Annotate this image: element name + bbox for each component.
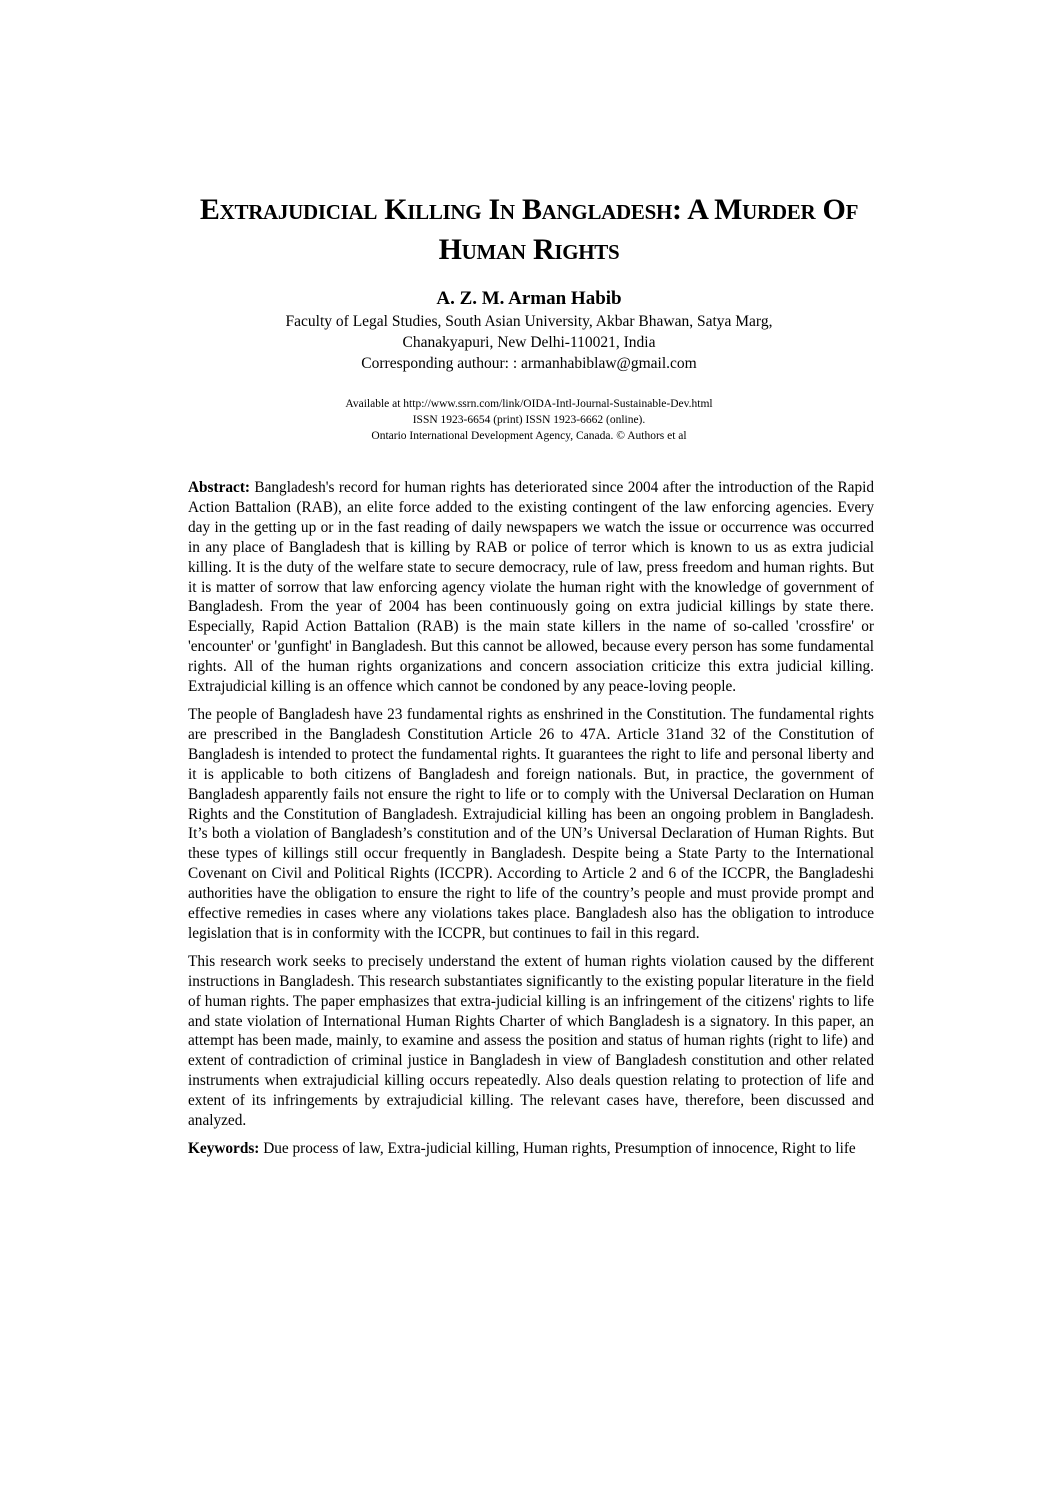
abstract-paragraph-3: This research work seeks to precisely understand the extent of human rights violation caused by the different instructions in Bangladesh. This research substantiates significantly to the existing popular literature in the field of human rights. The paper emphasizes that extra-judicial killing is an infringement of the citizens' rights to life and state violation of International Human Rights Charter of which Bangladesh is a signatory. In this paper, an attempt has been made, mainly, to examine and assess the position and status of human rights (right to life) and extent of contradiction of criminal justice in Bangladesh in view of Bangladesh constitution and other related instruments when extrajudicial killing occurs repeatedly. Also deals question relating to protection of life and extent of its infringements by extrajudicial killing. The relevant cases have, therefore, been discussed and analyzed. — [188, 952, 874, 1130]
issn-line: ISSN 1923-6654 (print) ISSN 1923-6662 (online). — [412, 414, 646, 426]
paper-title — [120, 190, 938, 270]
abstract-paragraph-2: The people of Bangladesh have 23 fundamental rights as enshrined in the Constitution. The fundamental rights are prescribed in the Bangladesh Constitution Article 26 to 47A. Article 31and 32 of the Constitution of Bangladesh is intended to protect the fundamental rights. It guarantees the right to life and personal liberty and it is applicable to both citizens of Bangladesh and foreign nationals. But, in practice, the government of Bangladesh apparently fails not ensure the right to life or to comply with the Universal Declaration on Human Rights and the Constitution of Bangladesh. Extrajudicial killing has been an ongoing problem in Bangladesh. It’s both a violation of Bangladesh’s constitution and of the UN’s Universal Declaration of Human Rights. But these types of killings still occur frequently in Bangladesh. Despite being a State Party to the International Covenant on Civil and Political Rights (ICCPR). According to Article 2 and 6 of the ICCPR, the Bangladeshi authorities have the obligation to ensure the right to life of the country’s people and must provide prompt and effective remedies in cases where any violations takes place. Bangladesh also has the obligation to introduce legislation that is in conformity with the ICCPR, but continues to fail in this regard. — [188, 705, 874, 942]
author-name: A. Z. M. Arman Habib — [436, 288, 622, 309]
abstract-text-1: Bangladesh's record for human rights has deteriorated since 2004 after the introduction of the Rapid Action Battalion (RAB), an elite force added to the existing contingent of the law enforcing agencies. Every day in the getting up or in the fast reading of daily newspapers we watch the issue or occurrence was occurred in any place of Bangladesh that is killing by RAB or police of terror which is known to us as extra judicial killing. It is the duty of the welfare state to secure democracy, rule of law, press freedom and human rights. But it is matter of sorrow that law enforcing agency violate the human right with the knowledge of government of Bangladesh. From the year of 2004 has been continuously going on extra judicial killings by state there. Especially, Rapid Action Battalion (RAB) is the main state killers in the name of so-called 'crossfire' or 'encounter' or 'gunfight' in Bangladesh. But this cannot be allowed, because every person has some fundamental rights. All of the human rights organizations and concern association criticize this extra judicial killing. Extrajudicial killing is an offence which cannot be condoned by any peace-loving people. — [188, 479, 874, 696]
agency-line: Ontario International Development Agency, Canada. © Authors et al — [371, 430, 687, 442]
abstract-paragraph-1 — [188, 478, 874, 697]
corresponding-author: Corresponding authour: : armanhabiblaw@gmail.com — [361, 355, 697, 372]
abstract-section — [188, 478, 874, 1167]
title-line-2: Human Rights — [438, 233, 620, 266]
affiliation-line-2: Chanakyapuri, New Delhi-110021, India — [402, 334, 656, 351]
title-line-1: Extrajudicial Killing In Bangladesh: A Murder Of — [199, 193, 859, 226]
availability-line: Available at http://www.ssrn.com/link/OIDA-Intl-Journal-Sustainable-Dev.html — [345, 398, 713, 410]
abstract-label: Abstract: — [188, 479, 251, 496]
keywords-label: Keywords: — [188, 1140, 260, 1157]
keywords-paragraph — [188, 1139, 874, 1159]
affiliation — [120, 311, 938, 374]
affiliation-line-1: Faculty of Legal Studies, South Asian University, Akbar Bhawan, Satya Marg, — [285, 313, 773, 330]
publication-info — [120, 396, 938, 444]
keywords-text: Due process of law, Extra-judicial killing, Human rights, Presumption of innocence, Right to life — [259, 1140, 856, 1157]
